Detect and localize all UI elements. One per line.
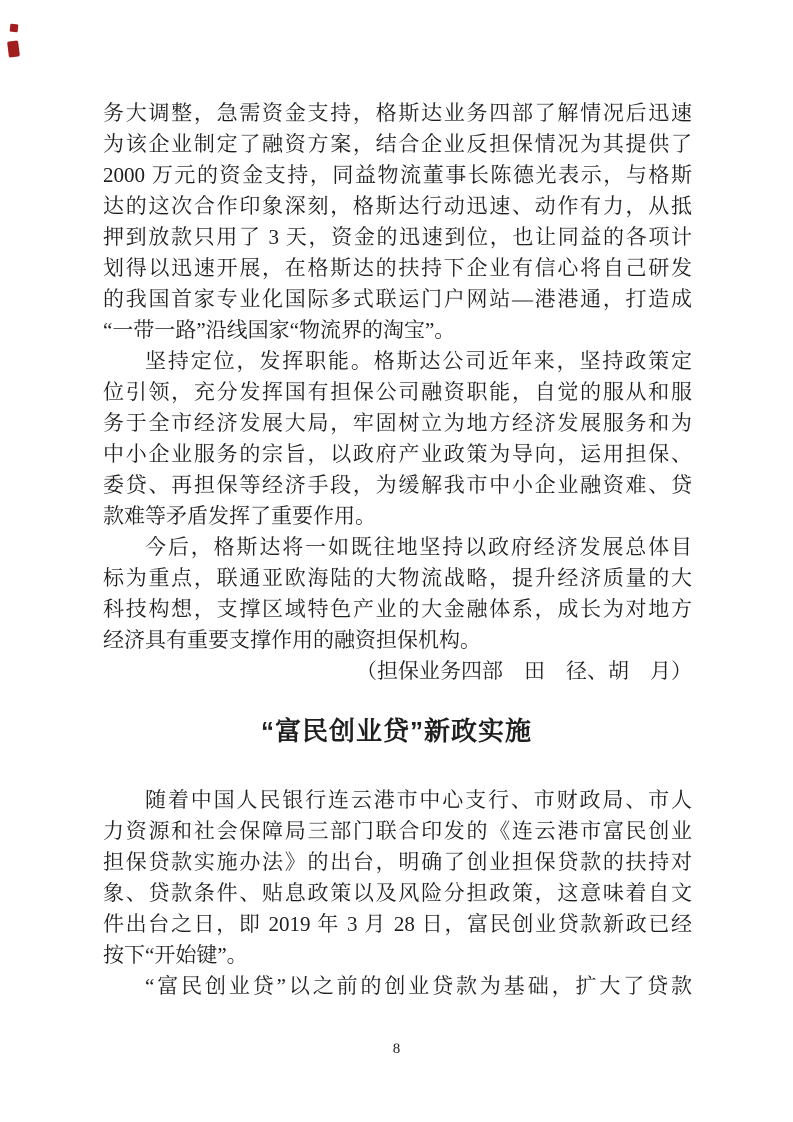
article-guarantee-body [103,98,692,687]
text-line: 划得以迅速开展，在格斯达的扶持下企业有信心将自己研发 [103,256,692,280]
text-line: 务于全市经济发展大局，牢固树立为地方经济发展服务和为 [103,411,692,435]
article-guarantee-paragraphs [103,98,692,656]
text-line: 款难等矛盾发挥了重要作用。 [103,504,376,528]
text-line: 押到放款只用了 3 天，资金的迅速到位，也让同益的各项计 [103,225,692,249]
text-line: 件出台之日，即 2019 年 3 月 28 日，富民创业贷款新政已经 [103,912,692,936]
text-line: 的我国首家专业化国际多式联运门户网站—港港通，打造成 [103,287,692,311]
text-line: 担保贷款实施办法》的出台，明确了创业担保贷款的扶持对 [103,850,692,874]
text-line: 位引领，充分发挥国有担保公司融资职能，自觉的服从和服 [103,380,692,404]
text-line: 2000 万元的资金支持，同益物流董事长陈德光表示，与格斯 [103,163,692,187]
text-line: 标为重点，联通亚欧海陆的大物流战略，提升经济质量的大 [103,566,692,590]
red-ink-mark-small [10,24,19,33]
text-line: 按下“开始键”。 [103,943,248,967]
text-line: 力资源和社会保障局三部门联合印发的《连云港市富民创业 [103,819,692,843]
text-line: 象、贷款条件、贴息政策以及风险分担政策，这意味着自文 [103,881,692,905]
text-line: 为该企业制定了融资方案，结合企业反担保情况为其提供了 [103,132,692,156]
red-ink-mark-large [7,40,20,57]
article-fumin-title: “富民创业贷”新政实施 [260,716,532,746]
text-line: 经济具有重要支撑作用的融资担保机构。 [103,628,481,652]
article-fumin-paragraphs [103,785,692,1002]
text-line: 坚持定位，发挥职能。格斯达公司近年来，坚持政策定 [145,349,692,373]
text-line: 中小企业服务的宗旨，以政府产业政策为导向，运用担保、 [103,442,692,466]
page-number: 8 [392,1041,401,1057]
text-line: 科技构想，支撑区域特色产业的大金融体系，成长为对地方 [103,597,692,621]
text-line: 务大调整，急需资金支持，格斯达业务四部了解情况后迅速 [103,101,692,125]
text-line: 今后，格斯达将一如既往地坚持以政府经济发展总体目 [145,535,692,559]
text-line: 达的这次合作印象深刻，格斯达行动迅速、动作有力，从抵 [103,194,692,218]
text-line: 委贷、再担保等经济手段，为缓解我市中小企业融资难、贷 [103,473,692,497]
text-line: 随着中国人民银行连云港市中心支行、市财政局、市人 [145,788,692,812]
text-line: “一带一路”沿线国家“物流界的淘宝”。 [103,318,456,342]
text-line: “富民创业贷”以之前的创业贷款为基础，扩大了贷款 [145,974,692,998]
article-fumin-body [103,785,692,1002]
article-guarantee-byline: （担保业务四部 田 径、胡 月） [356,659,692,683]
